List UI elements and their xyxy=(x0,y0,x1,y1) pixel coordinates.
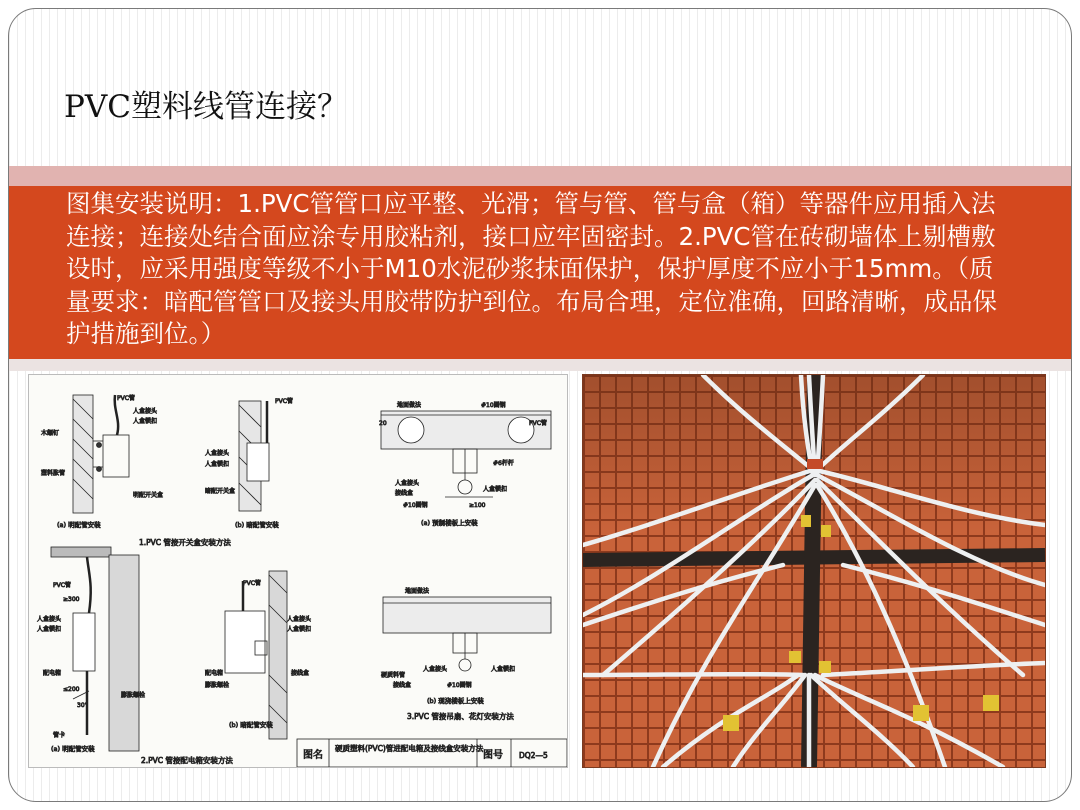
svg-text:#6杆杆: #6杆杆 xyxy=(493,460,514,467)
fig1a-wall xyxy=(73,395,129,513)
band-shadow xyxy=(9,359,1071,371)
svg-text:人盒锁扣: 人盒锁扣 xyxy=(205,461,230,468)
svg-text:配电箱: 配电箱 xyxy=(43,670,62,677)
svg-text:(b) 暗配管安装: (b) 暗配管安装 xyxy=(235,521,279,529)
svg-text:#10圆钢: #10圆钢 xyxy=(403,502,428,509)
svg-text:≥100: ≥100 xyxy=(469,502,486,509)
svg-text:(b) 暗配管安装: (b) 暗配管安装 xyxy=(229,721,273,729)
junction-box xyxy=(807,459,823,469)
conduit-installation-photo xyxy=(582,374,1046,768)
svg-text:PVC管: PVC管 xyxy=(53,582,71,589)
svg-text:人盒接头: 人盒接头 xyxy=(133,408,158,415)
svg-text:人盒接头: 人盒接头 xyxy=(205,450,230,457)
svg-text:(a) 预制楼板上安装: (a) 预制楼板上安装 xyxy=(421,519,478,527)
svg-text:#10圆钢: #10圆钢 xyxy=(481,402,506,409)
svg-text:图号: 图号 xyxy=(483,750,503,761)
svg-text:2.PVC 管接配电箱安装方法: 2.PVC 管接配电箱安装方法 xyxy=(141,756,233,765)
svg-text:≥300: ≥300 xyxy=(63,596,80,603)
svg-text:人盒锁扣: 人盒锁扣 xyxy=(133,418,158,425)
svg-text:人盒接头: 人盒接头 xyxy=(395,480,420,487)
svg-text:30°: 30° xyxy=(77,702,88,709)
svg-text:地面做法: 地面做法 xyxy=(397,402,422,409)
svg-text:(a) 明配管安装: (a) 明配管安装 xyxy=(51,745,95,753)
svg-text:PVC管: PVC管 xyxy=(275,398,293,405)
fig1b-wall xyxy=(239,401,269,511)
svg-text:1.PVC 管接开关盒安装方法: 1.PVC 管接开关盒安装方法 xyxy=(139,538,231,547)
svg-text:配电箱: 配电箱 xyxy=(205,670,224,677)
svg-text:管卡: 管卡 xyxy=(53,732,66,739)
svg-text:膨胀螺栓: 膨胀螺栓 xyxy=(205,682,230,689)
installation-drawing xyxy=(28,374,568,768)
svg-text:硬质塑料(PVC)管进配电箱及接线盒安装方法: 硬质塑料(PVC)管进配电箱及接线盒安装方法 xyxy=(335,744,484,753)
svg-text:接线盒: 接线盒 xyxy=(393,682,412,689)
svg-text:人盒锁扣: 人盒锁扣 xyxy=(483,486,508,493)
svg-text:人盒接头: 人盒接头 xyxy=(287,616,312,623)
svg-text:明配开关盒: 明配开关盒 xyxy=(133,492,164,499)
fig3b-slab xyxy=(383,597,551,671)
svg-text:DQ2—5: DQ2—5 xyxy=(519,751,548,760)
svg-text:人盒锁扣: 人盒锁扣 xyxy=(287,626,312,633)
svg-text:接线盒: 接线盒 xyxy=(395,490,414,497)
svg-text:PVC管: PVC管 xyxy=(529,420,547,427)
svg-text:3.PVC 管接吊扇、花灯安装方法: 3.PVC 管接吊扇、花灯安装方法 xyxy=(407,712,514,721)
svg-text:PVC管: PVC管 xyxy=(243,580,261,587)
svg-text:膨胀螺栓: 膨胀螺栓 xyxy=(121,692,146,699)
svg-text:(a) 明配管安装: (a) 明配管安装 xyxy=(57,521,101,529)
fig2a-wall xyxy=(51,547,139,751)
svg-text:人盒接头: 人盒接头 xyxy=(37,616,62,623)
svg-text:图名: 图名 xyxy=(303,750,323,761)
svg-text:接线盒: 接线盒 xyxy=(291,670,310,677)
pink-accent-bar xyxy=(9,166,1071,186)
svg-text:硬质料管: 硬质料管 xyxy=(381,672,406,679)
svg-text:人盒锁扣: 人盒锁扣 xyxy=(37,626,62,633)
svg-text:暗配开关盒: 暗配开关盒 xyxy=(205,488,236,495)
slide-title: PVC塑料线管连接？ xyxy=(64,89,348,125)
svg-text:人盒接头: 人盒接头 xyxy=(423,666,448,673)
svg-text:地面做法: 地面做法 xyxy=(405,588,430,595)
description-band xyxy=(9,186,1071,359)
svg-text:20: 20 xyxy=(379,420,387,427)
description-text: 图集安装说明：1.PVC管管口应平整、光滑；管与管、管与盒（箱）等器件应用插入法连接；连接处结合面应涂专用胶粘剂，接口应牢固密封。2.PVC管在砖砌墙体上剔槽敷设时，应采用强度等级不小于M10水泥砂浆抹面保护，保护厚度不应小于15mm。（质量要求：暗配管管口及接头用胶带防护到位。布局合理，定位准确，回路清晰，成品保护措施到位。） xyxy=(66,189,997,348)
svg-text:塑料胀管: 塑料胀管 xyxy=(41,470,66,477)
fig2b-wall xyxy=(225,571,287,739)
svg-text:木螺钉: 木螺钉 xyxy=(41,430,60,437)
svg-text:人盒锁扣: 人盒锁扣 xyxy=(491,666,516,673)
svg-text:#10圆钢: #10圆钢 xyxy=(447,682,472,689)
svg-text:PVC管: PVC管 xyxy=(117,395,135,402)
svg-text:≤200: ≤200 xyxy=(63,686,80,693)
svg-text:(b) 现浇楼板上安装: (b) 现浇楼板上安装 xyxy=(427,697,484,705)
